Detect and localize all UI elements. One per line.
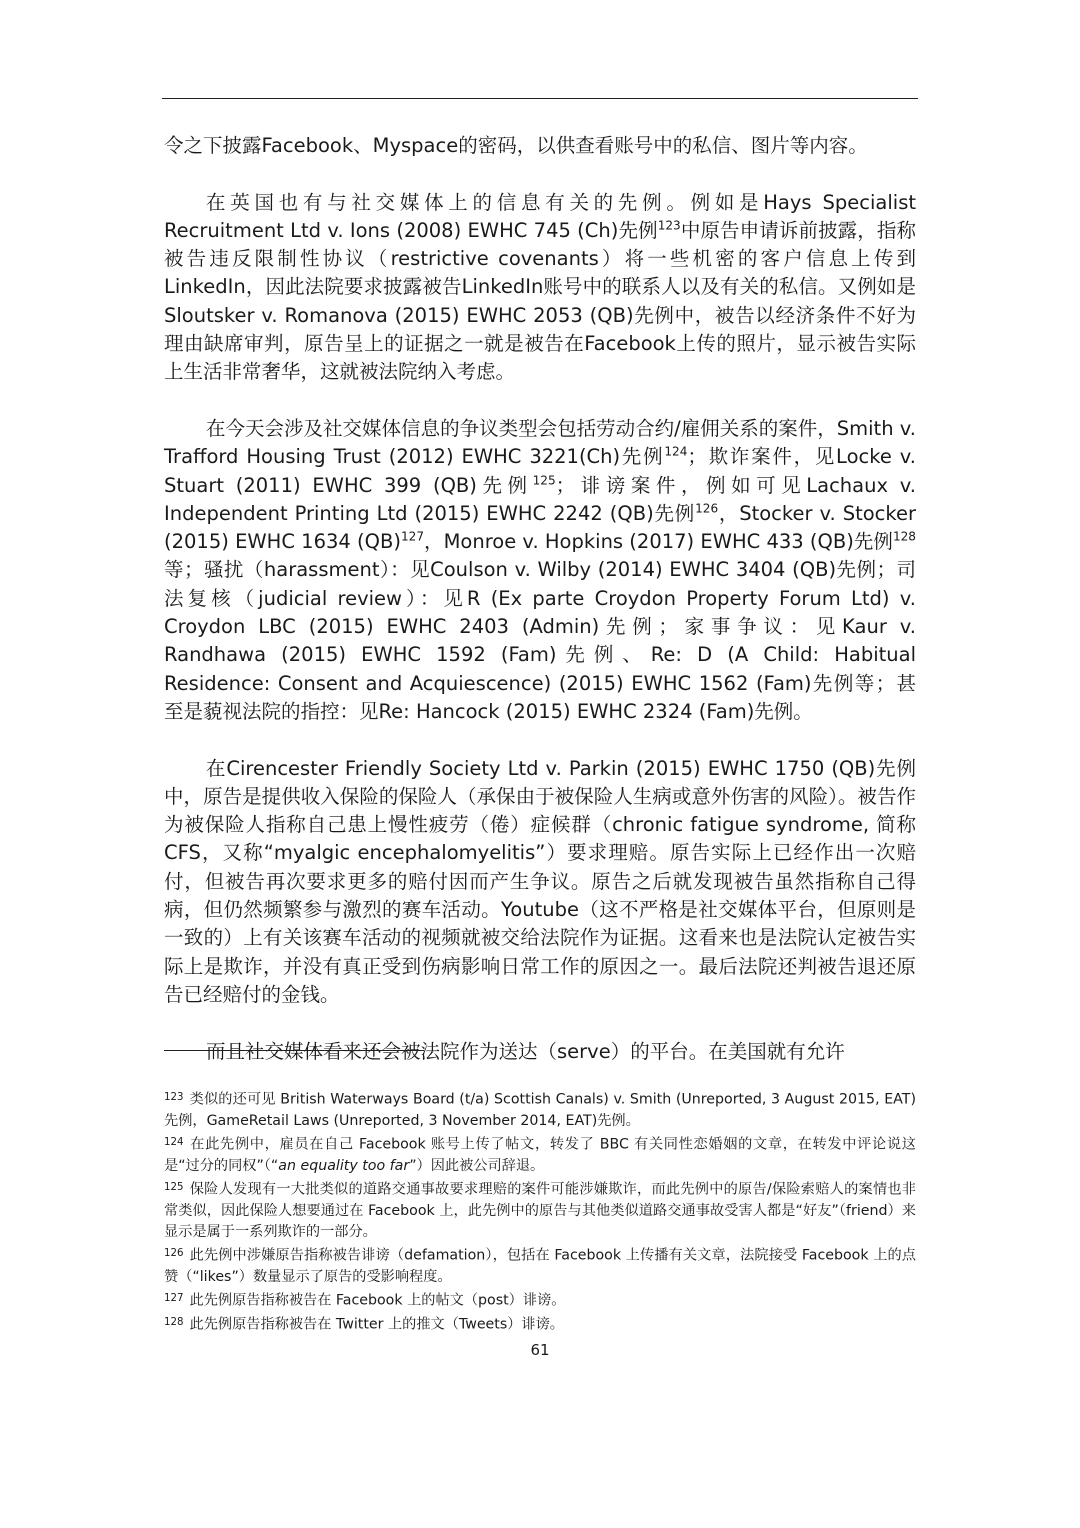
footnote-ref-123[interactable]: 123 <box>657 218 681 233</box>
footnote-ref-125[interactable]: 125 <box>532 473 556 488</box>
footnote-text: ”）因此被公司辞退。 <box>409 1157 545 1174</box>
page-number: 61 <box>530 1341 550 1359</box>
paragraph-uk-precedents <box>164 189 916 387</box>
footnote-quote: an equality too far <box>278 1157 410 1174</box>
footnote-text: 此先例原告指称被告在 Twitter 上的推文（Tweets）诽谤。 <box>189 1316 564 1333</box>
paragraph-text: 等；骚扰（harassment）：见Coulson v. Wilby (2014) EWHC 3404 (QB)先例；司法复核（judicial review）：见R (Ex parte Croydon Property Forum Ltd) v. Croydon LBC (2015) EWHC 2403 (Admin)先例；家事争议：见Kaur v. Randhawa (2015) EWHC 1592 (Fam)先例、Re: D (A Child: Habitual Residence: Consent and Acquiescence) (2015) EWHC 1562 (Fam)先例等；甚至是藐视法院的指控：见Re: Hancock (2015) EWHC 2324 (Fam)先例。 <box>164 558 916 723</box>
footnote-128 <box>164 1312 916 1336</box>
paragraph-cirencester-case: 在Cirencester Friendly Society Ltd v. Parkin (2015) EWHC 1750 (QB)先例中，原告是提供收入保险的保险人（承保由于被保险人生病或意外伤害的风险）。被告作为被保险人指称自己患上慢性疲劳（倦）症候群（chronic fatigue syndrome, 简称CFS，又称“myalgic encephalomyelitis”）要求理赔。原告实际上已经作出一次赔付，但被告再次要求更多的赔付因而产生争议。原告之后就发现被告虽然指称自己得病，但仍然频繁参与激烈的赛车活动。Youtube（这不严格是社交媒体平台，但原则是一致的）上有关该赛车活动的视频就被交给法院作为证据。这看来也是法院认定被告实际上是欺诈，并没有真正受到伤病影响日常工作的原因之一。最后法院还判被告退还原告已经赔付的金钱。 <box>164 756 916 1006</box>
paragraph-dispute-types <box>164 415 916 726</box>
footnote-ref-124[interactable]: 124 <box>664 444 688 459</box>
footnote-number: 124 <box>164 1136 184 1148</box>
footnote-rule <box>164 1050 424 1051</box>
footnotes <box>164 1087 916 1336</box>
footnote-number: 126 <box>164 1248 184 1260</box>
header-rule <box>162 98 918 99</box>
footnote-ref-127[interactable]: 127 <box>400 529 425 544</box>
footnote-123 <box>164 1087 916 1132</box>
footnote-text: 类似的还可见 British Waterways Board (t/a) Scottish Canals) v. Smith (Unreported, 3 August 2015, EAT)先例，GameRetail Laws (Unreported, 3 November 2014, EAT)先例。 <box>164 1091 916 1129</box>
footnote-number: 123 <box>164 1092 184 1103</box>
footnote-number: 125 <box>164 1181 184 1193</box>
footnote-text: 此先例中涉嫌原告指称被告诽谤（defamation），包括在 Facebook 上传播有关文章，法院接受 Facebook 上的点赞（“likes”）数量显示了原告的受影响程度。 <box>164 1247 916 1285</box>
paragraph-text: ，Stocker v. Stocker (2015) EWHC 1634 (QB) <box>164 501 916 554</box>
footnote-127 <box>164 1288 916 1312</box>
paragraph-text: 中原告申请诉前披露，指称被告违反限制性协议（restrictive covenants）将一些机密的客户信息上传到LinkedIn，因此法院要求披露被告LinkedIn账号中的联系人以及有关的私信。又例如是Sloutsker v. Romanova (2015) EWHC 2053 (QB)先例中，被告以经济条件不好为理由缺席审判，原告呈上的证据之一就是被告在Facebook上传的照片，显示被告实际上生活非常奢华，这就被法院纳入考虑。 <box>164 218 916 384</box>
paragraph-text: 在英国也有与社交媒体上的信息有关的先例。例如是Hays Specialist Recruitment Ltd v. Ions (2008) EWHC 745 (Ch)先例 <box>164 190 916 242</box>
footnote-125 <box>164 1177 916 1243</box>
footnote-text: 此先例原告指称被告在 Facebook 上的帖文（post）诽谤。 <box>189 1292 566 1309</box>
footnote-126 <box>164 1243 916 1288</box>
paragraph-text: ，Monroe v. Hopkins (2017) EWHC 433 (QB)先例 <box>424 530 893 554</box>
footnote-ref-126[interactable]: 126 <box>695 501 719 516</box>
footnote-text: 保险人发现有一大批类似的道路交通事故要求理赔的案件可能涉嫌欺诈，而此先例中的原告/保险索赔人的案情也非常类似，因此保险人想要通过在 Facebook 上，此先例中的原告与其他类似道路交通事故受害人都是“好友”（friend）来显示是属于一系列欺诈的一部分。 <box>164 1181 916 1240</box>
paragraph-service: 而且社交媒体看来还会被法院作为送达（serve）的平台。在美国就有允许 <box>206 1039 845 1063</box>
paragraph-text: 在今天会涉及社交媒体信息的争议类型会包括劳动合约/雇佣关系的案件，Smith v. Trafford Housing Trust (2012) EWHC 3221(Ch)先例 <box>164 416 916 469</box>
paragraph-text: ；诽谤案件，例如可见Lachaux v. Independent Printing Ltd (2015) EWHC 2242 (QB)先例 <box>164 473 916 525</box>
paragraph-continuation: 令之下披露Facebook、Myspace的密码，以供查看账号中的私信、图片等内容。 <box>164 134 868 157</box>
paragraph-text: ；欺诈案件，见Locke v. Stuart (2011) EWHC 399 (QB)先例 <box>164 445 916 497</box>
footnote-124 <box>164 1132 916 1177</box>
footnote-number: 128 <box>164 1316 184 1328</box>
footnote-ref-128[interactable]: 128 <box>892 529 916 544</box>
footnote-number: 127 <box>164 1293 184 1305</box>
body-text <box>164 132 916 1066</box>
footnote-text: 在此先例中，雇员在自己 Facebook 账号上传了帖文，转发了 BBC 有关同性恋婚姻的文章，在转发中评论说这是“过分的同权”（“ <box>164 1136 916 1174</box>
